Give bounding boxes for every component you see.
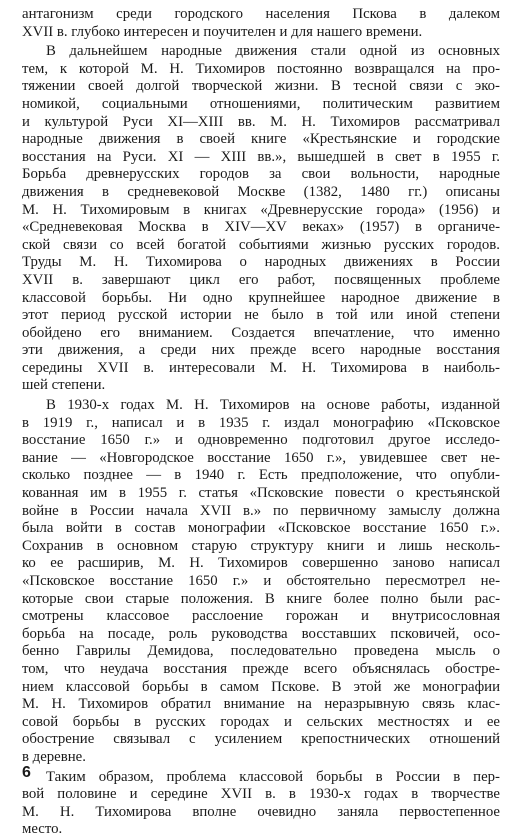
paragraph: [22, 397, 500, 766]
text-line: антагонизм среди городского населения Пскова в далеком: [22, 6, 500, 22]
text-line: народные движения в своей книге «Крестьянские и городские: [22, 131, 500, 148]
text-line: М. Н. Тихомировым в книгах «Древнерусские города» (1956) и: [22, 201, 500, 218]
text-line: ской связи со всей богатой событиями жизнью русских городов.: [22, 236, 500, 253]
paragraph: [22, 769, 500, 839]
text-line: войне в России начала XVII в.» по первичному замыслу должна: [22, 502, 500, 519]
text-line: совой борьбы в русских городах и сельских местностях и ее: [22, 713, 500, 730]
text-line: обострение связывал с усилением крепостнических отношений: [22, 731, 500, 748]
text-line: сколько позднее — в 1940 г. Есть предположение, что опубли-: [22, 467, 500, 484]
text-line: «Псковское восстание 1650 г.» и обстоятельно пересмотрел не-: [22, 573, 500, 589]
text-line: была войти в состав монографии «Псковское восстание 1650 г.».: [22, 520, 500, 537]
text-line: М. Н. Тихомиров обратил внимание на неразрывную связь клас-: [22, 696, 500, 713]
text-line: Труды М. Н. Тихомирова о народных движениях в России: [22, 254, 500, 271]
text-line: XVII в. глубоко интересен и поучителен и для нашего времени.: [22, 23, 423, 40]
paragraph: [22, 6, 500, 41]
text-line: которые свои старые положения. В книге более полно были рас-: [22, 590, 500, 607]
text-line: в 1919 г., написал и в 1935 г. издал монографию «Псковское: [22, 414, 500, 431]
text-line: классовой борьбы. Ни одно крупнейшее народное движение в: [22, 289, 500, 306]
text-line: вание — «Новгородское восстание 1650 г.», увидевшее свет не-: [22, 449, 500, 466]
text-line: Сохранив в основном старую структуру книги и лишь несколь-: [22, 537, 500, 554]
text-line: ко ее расширив, М. Н. Тихомиров совершенно заново написал: [22, 555, 500, 572]
text-line: В дальнейшем народные движения стали одной из основных: [46, 43, 500, 60]
text-line: «Средневековая Москва в XIV—XV веках» (1957) в органиче-: [22, 219, 500, 236]
page-number: 6: [22, 764, 31, 781]
text-line: Таким образом, проблема классовой борьбы в России в пер-: [46, 768, 500, 785]
text-line: М. Н. Тихомирова вполне очевидно заняла первостепенное: [22, 803, 500, 820]
text-line: бенно Гаврилы Демидова, последовательно проведена мысль о: [22, 643, 500, 660]
text-line: место.: [22, 821, 63, 838]
text-line: середины XVII в. интересовали М. Н. Тихомирова в наиболь-: [22, 359, 500, 376]
text-line: кованная им в 1955 г. статья «Псковские повести о крестьянской: [22, 485, 500, 502]
text-line: борьба на посаде, роль руководства восставших псковичей, осо-: [22, 625, 500, 642]
text-line: восстание 1650 г.» и одновременно подготовил другое исследо-: [22, 432, 500, 449]
text-line: восстания на Руси. XI — XIII вв.», вышедшей в свет в 1955 г.: [22, 148, 500, 165]
text-line: в деревне.: [22, 748, 86, 765]
text-line: этот период русской истории не было в той или иной степени: [22, 307, 500, 324]
text-line: обойдено его вниманием. Создается впечатление, что именно: [22, 324, 500, 341]
text-line: и культурой Руси XI—XIII вв. М. Н. Тихомиров рассматривал: [22, 113, 500, 130]
text-line: нием классовой борьбы в самом Пскове. В этой же монографии: [22, 678, 500, 695]
text-line: шей степени.: [22, 377, 106, 394]
text-line: тем, к которой М. Н. Тихомиров постоянно возвращался на про-: [22, 60, 500, 77]
text-line: вой половине и середине XVII в. в 1930-х годах в творчестве: [22, 786, 500, 803]
text-line: номикой, социальными отношениями, политическим развитием: [22, 95, 500, 112]
text-line: том, что неудача восстания прежде всего объяснялась обостре-: [22, 660, 500, 677]
paragraph: [22, 43, 500, 395]
text-line: смотрены классовое расслоение горожан и внутрисословная: [22, 608, 500, 625]
text-line: В 1930-х годах М. Н. Тихомиров на основе работы, изданной: [46, 397, 500, 414]
text-line: тяжении своей долгой творческой жизни. В тесной связи с эко-: [22, 78, 500, 95]
text-line: XVII в. завершают цикл его работ, посвященных проблеме: [22, 271, 500, 288]
text-line: эти движения, а среди них прежде всего народные восстания: [22, 342, 500, 359]
body-text: [22, 6, 500, 839]
text-line: Борьба древнерусских городов за свои вольности, народные: [22, 166, 500, 183]
text-line: движения в средневековой Москве (1382, 1480 гг.) описаны: [22, 183, 500, 200]
